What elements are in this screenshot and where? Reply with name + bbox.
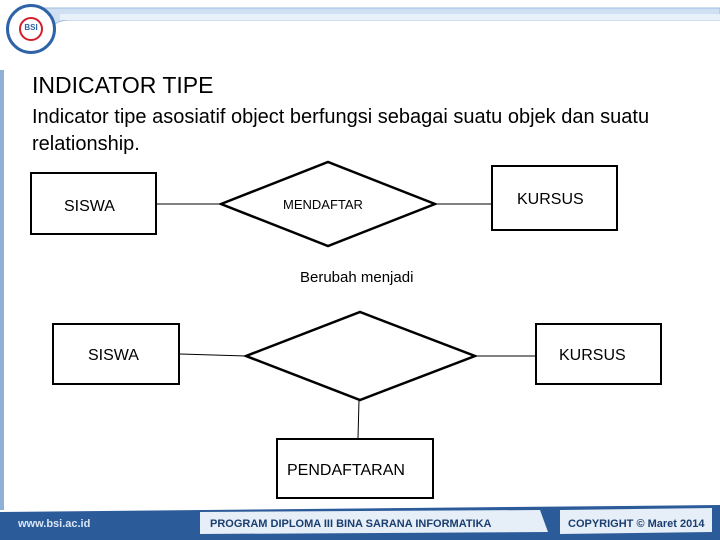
footer-program: PROGRAM DIPLOMA III BINA SARANA INFORMATIKA (210, 518, 492, 530)
associative-diamond (246, 312, 475, 400)
entity-kursus-2-label: KURSUS (559, 347, 626, 364)
entity-siswa-2 (52, 323, 180, 385)
connector-siswa-assoc (180, 354, 246, 356)
entity-siswa-1 (30, 172, 157, 235)
entity-siswa-1-label: SISWA (64, 198, 115, 215)
logo-text: BSI (24, 23, 38, 32)
entity-siswa-2-label: SISWA (88, 347, 139, 364)
entity-pendaftaran (276, 438, 434, 499)
footer (0, 510, 720, 540)
connector-assoc-pendaftaran (358, 400, 359, 438)
entity-pendaftaran-label: PENDAFTARAN (287, 462, 405, 479)
footer-website: www.bsi.ac.id (18, 518, 91, 530)
slide-description: Indicator tipe asosiatif object berfungsi sebagai suatu objek dan suatu relationship. (32, 106, 650, 155)
relationship-mendaftar-label: MENDAFTAR (283, 197, 363, 212)
entity-kursus-1 (491, 165, 618, 231)
entity-kursus-2 (535, 323, 662, 385)
entity-kursus-1-label: KURSUS (517, 191, 584, 208)
transition-label: Berubah menjadi (300, 269, 414, 286)
footer-copyright: COPYRIGHT © Maret 2014 (568, 518, 705, 530)
slide-title: INDICATOR TIPE (32, 72, 214, 98)
